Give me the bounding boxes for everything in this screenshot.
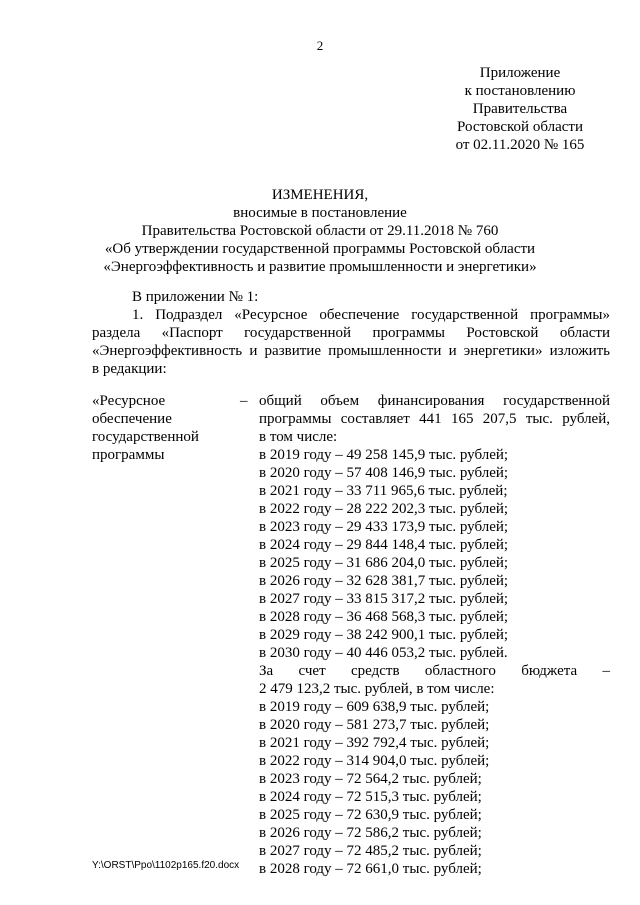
- title-line: «Об утверждении государственной программы Ростовской области: [104, 241, 536, 257]
- funding-line: За счет средств областного бюджета –: [259, 663, 610, 679]
- title-line: Правительства Ростовской области от 29.11.2018 № 760: [141, 223, 499, 239]
- funding-line: в 2030 году – 40 446 053,2 тыс. рублей.: [259, 645, 508, 661]
- funding-line: в 2025 году – 72 630,9 тыс. рублей;: [259, 807, 482, 823]
- funding-line: в 2029 году – 38 242 900,1 тыс. рублей;: [259, 627, 509, 643]
- funding-line: в 2027 году – 33 815 317,2 тыс. рублей;: [259, 591, 509, 607]
- funding-line: в 2020 году – 581 273,7 тыс. рублей;: [259, 717, 490, 733]
- funding-line: в 2022 году – 314 904,0 тыс. рублей;: [259, 753, 490, 769]
- funding-line: в 2023 году – 72 564,2 тыс. рублей;: [259, 771, 482, 787]
- funding-line: в 2021 году – 392 792,4 тыс. рублей;: [259, 735, 490, 751]
- approval-line: от 02.11.2020 № 165: [455, 137, 585, 153]
- approval-line: Приложение: [479, 65, 561, 81]
- label-line: программы: [92, 447, 165, 463]
- document-title: [0, 186, 640, 276]
- intro-text: В приложении № 1:: [132, 289, 259, 305]
- clause-line: в редакции:: [92, 361, 167, 377]
- clause-line: «Энергоэффективность и развитие промышленности и энергетики» изложить: [92, 343, 610, 359]
- funding-line: в 2021 году – 33 711 965,6 тыс. рублей;: [259, 483, 508, 499]
- funding-line: в 2024 году – 72 515,3 тыс. рублей;: [259, 789, 482, 805]
- page-number: 2: [316, 38, 324, 53]
- funding-line: общий объем финансирования государственной: [259, 393, 610, 409]
- funding-line: в 2028 году – 72 661,0 тыс. рублей;: [259, 861, 482, 877]
- funding-line: программы составляет 441 165 207,5 тыс. рублей,: [259, 411, 610, 427]
- clause-line: раздела «Паспорт государственной программы Ростовской области: [92, 325, 610, 341]
- clause-line: 1. Подраздел «Ресурсное обеспечение государственной программы»: [132, 307, 610, 323]
- funding-line: в том числе:: [259, 429, 338, 445]
- approval-line: Правительства: [472, 101, 568, 117]
- funding-line: в 2019 году – 609 638,9 тыс. рублей;: [259, 699, 490, 715]
- approval-stamp: [440, 64, 600, 154]
- separator-dash: –: [240, 393, 248, 409]
- funding-details: [259, 392, 610, 878]
- clause-paragraph: [92, 306, 610, 378]
- title-line: вносимые в постановление: [233, 205, 407, 221]
- funding-line: в 2019 году – 49 258 145,9 тыс. рублей;: [259, 447, 509, 463]
- title-line: ИЗМЕНЕНИЯ,: [271, 187, 369, 203]
- funding-line: в 2026 году – 72 586,2 тыс. рублей;: [259, 825, 482, 841]
- label-line: «Ресурсное: [92, 393, 166, 409]
- funding-line: в 2022 году – 28 222 202,3 тыс. рублей;: [259, 501, 509, 517]
- label-line: обеспечение: [92, 411, 172, 427]
- funding-line: в 2028 году – 36 468 568,3 тыс. рублей;: [259, 609, 509, 625]
- funding-line: 2 479 123,2 тыс. рублей, в том числе:: [259, 681, 495, 697]
- approval-line: к постановлению: [464, 83, 576, 99]
- file-path-footer: Y:\ORST\Ppo\1102p165.f20.docx: [92, 860, 240, 871]
- label-line: государственной: [92, 429, 199, 445]
- funding-line: в 2023 году – 29 433 173,9 тыс. рублей;: [259, 519, 509, 535]
- funding-line: в 2024 году – 29 844 148,4 тыс. рублей;: [259, 537, 509, 553]
- title-line: «Энергоэффективность и развитие промышленности и энергетики»: [103, 259, 537, 275]
- funding-line: в 2020 году – 57 408 146,9 тыс. рублей;: [259, 465, 509, 481]
- approval-line: Ростовской области: [457, 119, 583, 135]
- resource-label: [92, 392, 232, 464]
- funding-line: в 2025 году – 31 686 204,0 тыс. рублей;: [259, 555, 509, 571]
- funding-line: в 2026 году – 32 628 381,7 тыс. рублей;: [259, 573, 509, 589]
- funding-line: в 2027 году – 72 485,2 тыс. рублей;: [259, 843, 482, 859]
